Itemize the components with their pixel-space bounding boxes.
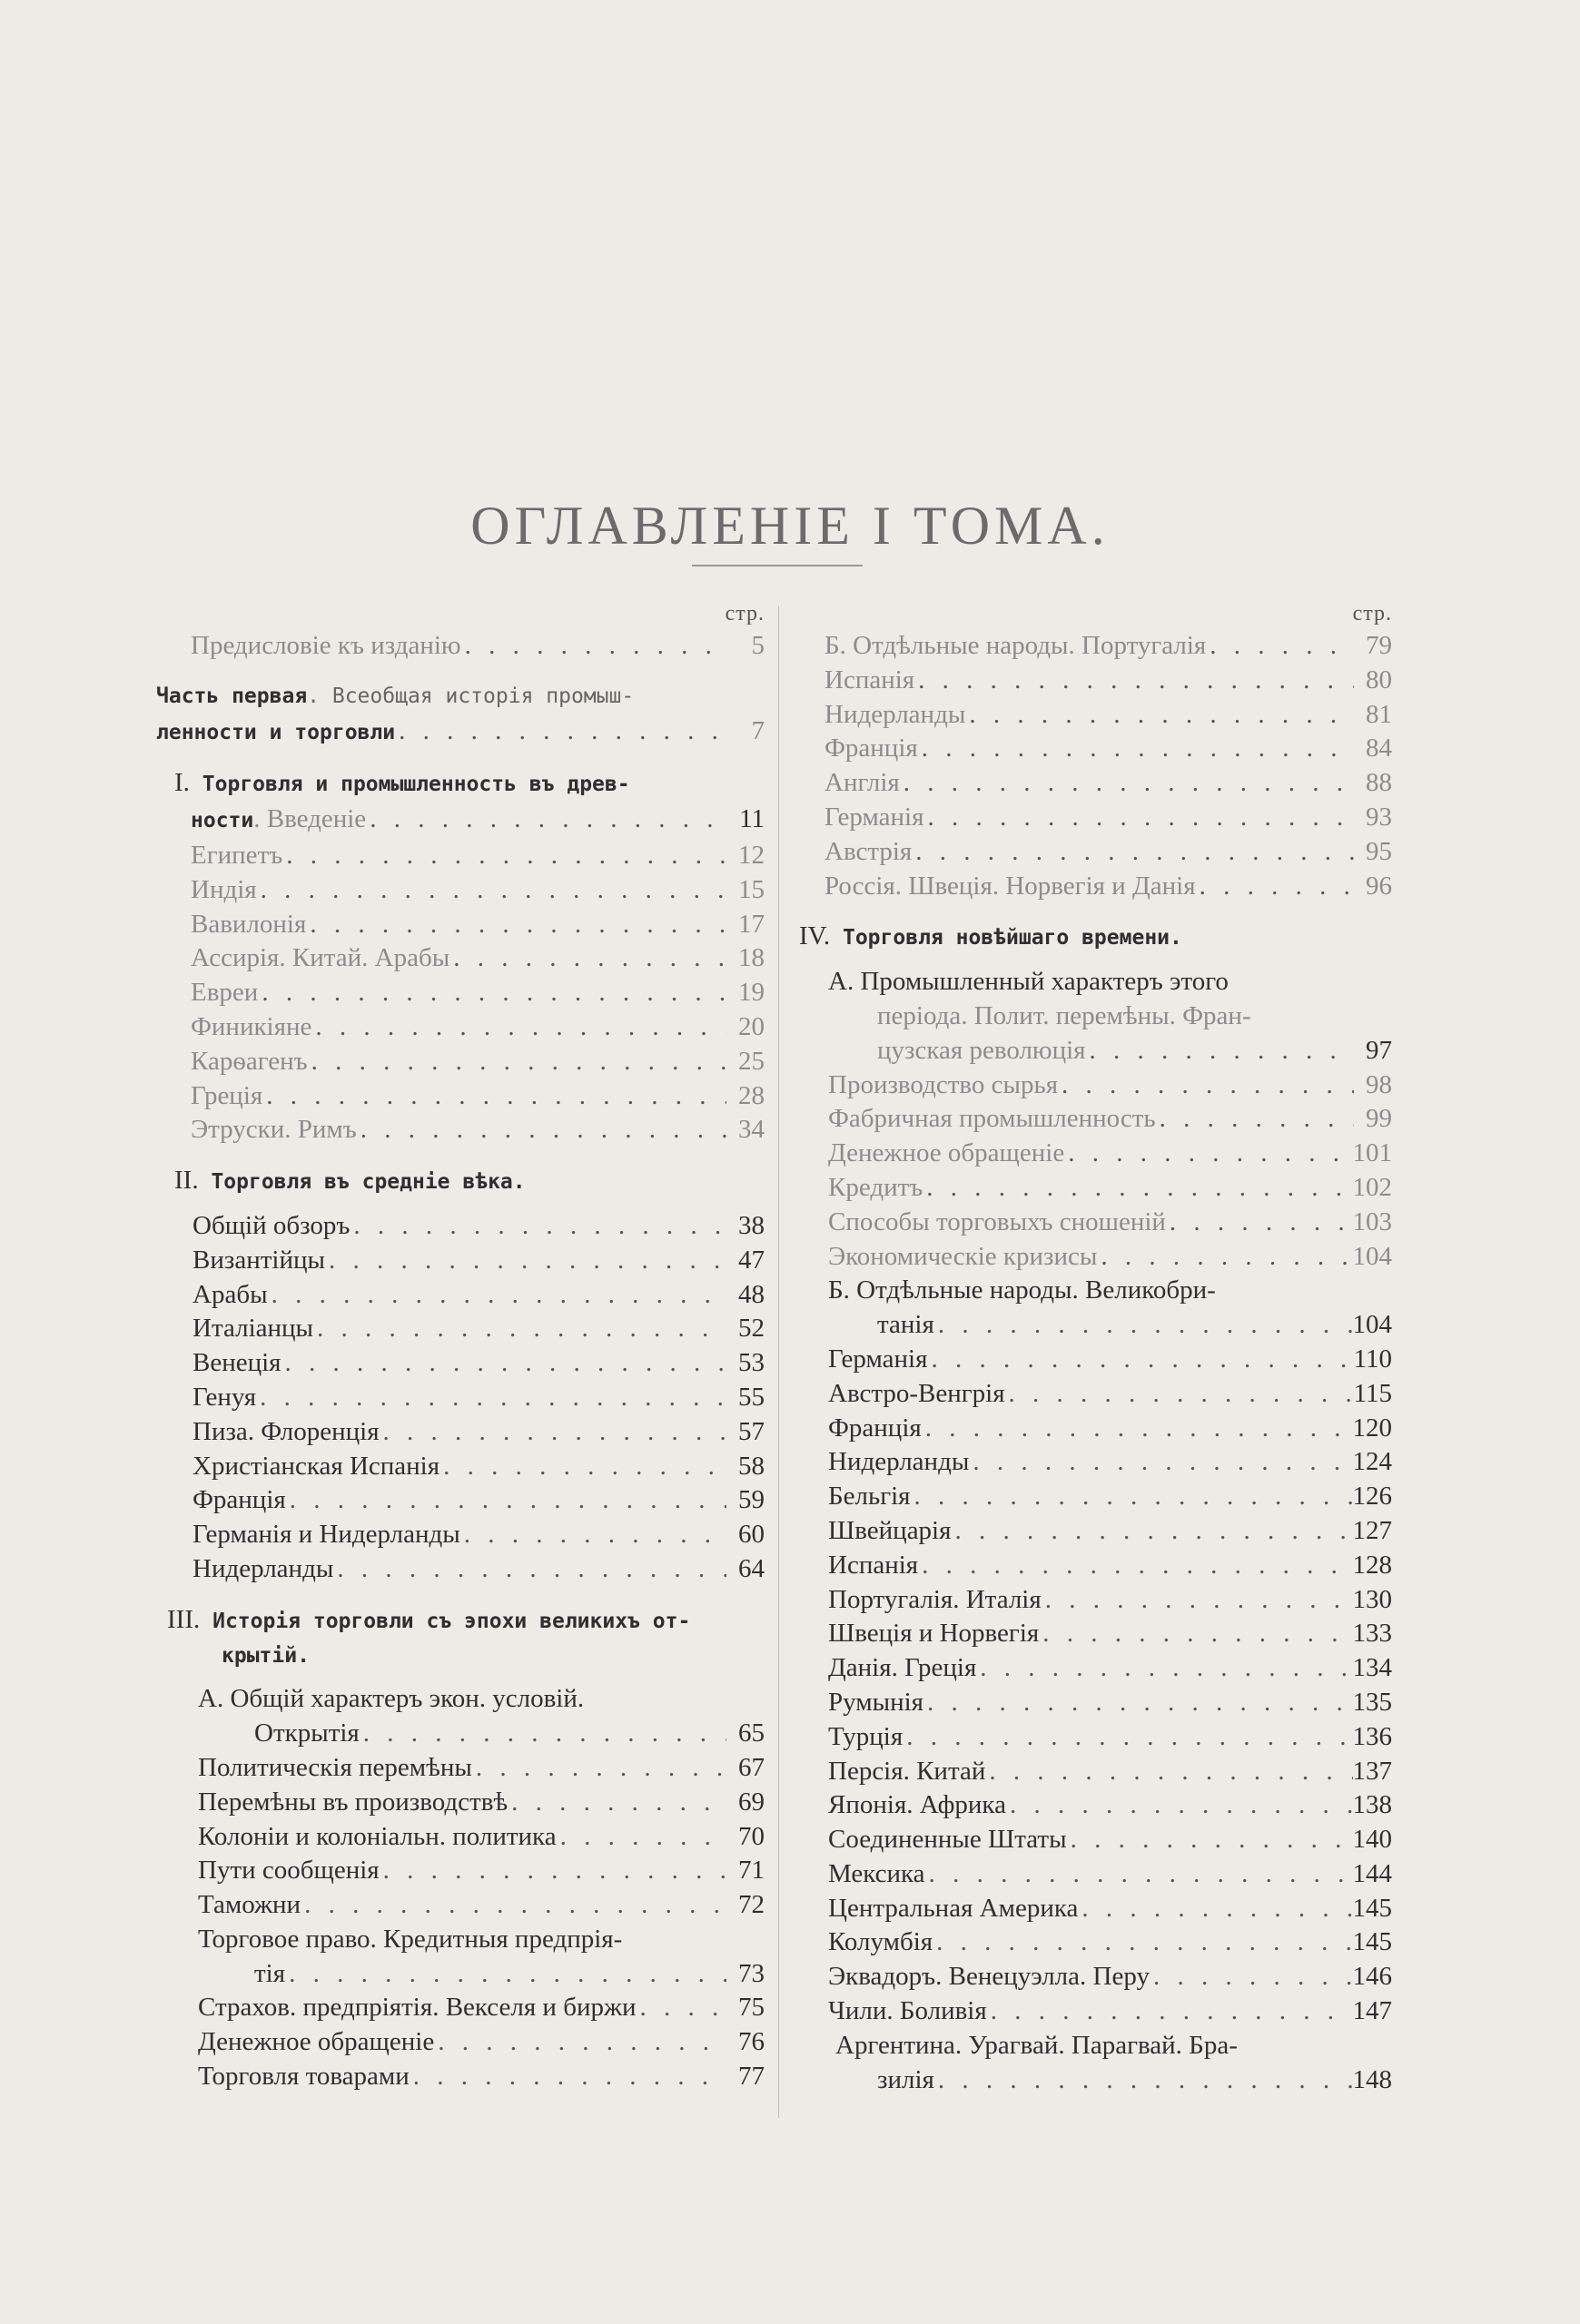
toc-entry (156, 1854, 765, 1888)
toc-entry-title: Германія (825, 802, 924, 832)
toc-entry (156, 1552, 765, 1587)
toc-entry-page: 130 (1352, 1584, 1392, 1614)
toc-entry-title: Евреи (191, 978, 259, 1008)
toc-entry-title: Этруски. Римъ (191, 1115, 357, 1145)
toc-entry-page: 144 (1352, 1858, 1392, 1888)
section-ii-heading: II. Торговля въ средніе вѣка. (174, 1166, 526, 1196)
part-one-heading-line2: ленности и торговли . . . 7 (156, 714, 765, 751)
toc-entry-page: 145 (1352, 1893, 1392, 1923)
toc-entry (799, 1994, 1392, 2029)
toc-entry (799, 1823, 1392, 1857)
toc-entry (799, 1480, 1392, 1514)
toc-entry-page: 53 (738, 1348, 765, 1378)
toc-entry (156, 1381, 765, 1415)
toc-entry-title: Колоніи и колоніальн. политика (198, 1821, 557, 1851)
toc-entry (799, 698, 1392, 733)
toc-entry-title: Пути сообщенія (198, 1856, 380, 1886)
section-i-heading: I. Торговля и промышленность въ древ- (174, 768, 630, 798)
section-ii-entries (156, 1209, 765, 1587)
toc-entry (156, 908, 765, 942)
toc-entry-page: 15 (738, 874, 765, 904)
toc-entry-page: 145 (1352, 1927, 1392, 1957)
toc-entry (799, 664, 1392, 698)
toc-entry (156, 1483, 765, 1518)
toc-entry (799, 1343, 1392, 1377)
right-column (799, 602, 1392, 2097)
toc-entry-page: 104 (1352, 1241, 1392, 1271)
toc-entry-title: Испанія (825, 665, 915, 694)
toc-entry-title: Генуя (193, 1382, 257, 1412)
section-iii-entries-2 (156, 1991, 765, 2093)
toc-entry-title: Вавилонія (191, 909, 307, 939)
toc-entry-title: Персія. Китай (828, 1756, 986, 1786)
toc-entry-title: Арабы (193, 1279, 268, 1309)
toc-entry-title: Экономическіе кризисы (828, 1241, 1098, 1271)
toc-entry-title: Россія. Швеція. Норвегія и Данія (825, 871, 1196, 901)
toc-entry-page: 128 (1352, 1550, 1392, 1580)
section-iii-heading-line2: крытій. (222, 1643, 310, 1668)
toc-entry (156, 1113, 765, 1147)
toc-entry (799, 1583, 1392, 1618)
toc-entry (799, 766, 1392, 801)
toc-entry-title: Англія (825, 768, 900, 798)
toc-entry-title: Индія (191, 874, 257, 904)
toc-entry-page: 52 (738, 1314, 765, 1344)
toc-entry-page: 126 (1352, 1482, 1392, 1512)
toc-entry (799, 1549, 1392, 1583)
toc-entry-page: 137 (1352, 1756, 1392, 1786)
toc-entry-title: Нидерланды (828, 1447, 970, 1477)
toc-entry-title: Центральная Америка (828, 1893, 1079, 1923)
toc-entry-title: Греція (191, 1080, 263, 1110)
toc-entry-title: Политическія перемѣны (198, 1752, 472, 1782)
toc-entry-title: Колумбія (828, 1927, 933, 1957)
toc-entry (156, 1244, 765, 1278)
toc-entry-page: 79 (1366, 631, 1392, 660)
toc-entry-title: Пиза. Флоренція (193, 1416, 380, 1446)
toc-entry-page: 55 (738, 1382, 765, 1412)
toc-entry-page: 110 (1353, 1344, 1392, 1374)
toc-entry-page: 48 (738, 1279, 765, 1309)
toc-entry-page: 134 (1352, 1653, 1392, 1683)
section-iii-a-line2: Открытія . . . 65 (156, 1717, 765, 1751)
toc-entry (799, 1651, 1392, 1686)
toc-entry (156, 941, 765, 976)
toc-entry (799, 1412, 1392, 1446)
section-iv-entries-2 (799, 1343, 1392, 2029)
toc-entry-page: 71 (738, 1856, 765, 1886)
toc-entry (799, 1137, 1392, 1171)
toc-entry-page: 64 (738, 1553, 765, 1583)
toc-entry (156, 1450, 765, 1484)
toc-entry-page: 95 (1366, 836, 1392, 866)
toc-entry (799, 1960, 1392, 1994)
toc-entry (799, 732, 1392, 766)
toc-entry-page: 136 (1352, 1721, 1392, 1751)
toc-entry-page: 102 (1352, 1172, 1392, 1202)
toc-entry-page: 34 (738, 1115, 765, 1145)
section-iv-heading: IV. Торговля новѣйшаго времени. (799, 921, 1182, 951)
toc-entry-page: 127 (1352, 1515, 1392, 1545)
toc-entry (799, 1892, 1392, 1926)
section-iv-a-line1: А. Промышленный характеръ этого (828, 967, 1229, 997)
toc-entry-title: Германія (828, 1344, 928, 1374)
toc-entry-page: 147 (1352, 1996, 1392, 2026)
toc-entry-title: Христіанская Испанія (193, 1451, 440, 1481)
section-iv-a-line2: періода. Полит. перемѣны. Фран- (877, 1000, 1251, 1030)
toc-entry-title: Германія и Нидерланды (193, 1520, 460, 1550)
toc-entry-page: 60 (738, 1520, 765, 1550)
toc-entry-page: 133 (1352, 1619, 1392, 1649)
toc-entry-page: 81 (1366, 699, 1392, 729)
toc-entry-page: 115 (1353, 1378, 1392, 1408)
toc-entry-title: Способы торговыхъ сношеній (828, 1206, 1166, 1236)
toc-entry-page: 140 (1352, 1825, 1392, 1855)
toc-entry-page: 103 (1352, 1206, 1392, 1236)
toc-entry (156, 1312, 765, 1346)
toc-entry-title: Швеція и Норвегія (828, 1619, 1040, 1649)
page-title: ОГЛАВЛЕНІЕ I ТОМА. (470, 496, 1110, 556)
toc-entry-page: 99 (1366, 1104, 1392, 1134)
toc-entry (156, 1079, 765, 1114)
toc-entry (156, 1346, 765, 1381)
toc-entry (156, 1045, 765, 1079)
toc-entry-page: 70 (738, 1821, 765, 1851)
page-column-label-right: стр. (1352, 602, 1392, 625)
toc-entry-page: 93 (1366, 802, 1392, 832)
toc-entry (799, 1720, 1392, 1755)
toc-entry-title: Кредитъ (828, 1172, 923, 1202)
toc-entry (799, 870, 1392, 904)
toc-entry-title: Испанія (828, 1550, 919, 1580)
toc-entry-page: 18 (738, 943, 765, 973)
section-iv-b-line1: Б. Отдѣльные народы. Великобри- (828, 1275, 1216, 1305)
column-divider (778, 606, 779, 2118)
toc-entry-page: 88 (1366, 768, 1392, 798)
toc-entry (799, 1102, 1392, 1137)
toc-entry-title: Египетъ (191, 840, 283, 870)
section-iv-last-line2: зилія . . . 148 (799, 2063, 1392, 2098)
toc-entry-page: 138 (1352, 1790, 1392, 1820)
toc-entry-title: Общій обзоръ (193, 1210, 351, 1240)
toc-entry-page: 96 (1366, 871, 1392, 901)
toc-entry-page: 98 (1366, 1069, 1392, 1099)
toc-entry (156, 1209, 765, 1244)
section-iii-a-line1: А. Общій характеръ экон. условій. (198, 1684, 585, 1714)
toc-entry-title: Денежное обращеніе (198, 2027, 435, 2057)
toc-entry-title: Таможни (198, 1890, 301, 1920)
toc-entry-title: Японія. Африка (828, 1790, 1006, 1820)
toc-entry (156, 1010, 765, 1045)
toc-entry-page: 101 (1352, 1138, 1392, 1168)
toc-entry-page: 84 (1366, 734, 1392, 763)
toc-entry-page: 25 (738, 1046, 765, 1076)
toc-entry (799, 1617, 1392, 1651)
toc-entry-page: 135 (1352, 1687, 1392, 1717)
toc-entry-page: 72 (738, 1890, 765, 1920)
toc-entry-title: Франція (193, 1485, 286, 1515)
toc-entry-title: Перемѣны въ производствѣ (198, 1787, 509, 1817)
toc-entry-title: Ассирія. Китай. Арабы (191, 943, 450, 973)
toc-entry-preface: Предисловіе къ изданію . . . 5 (156, 629, 765, 664)
toc-entry (799, 1240, 1392, 1275)
toc-entry-page: 57 (738, 1416, 765, 1446)
toc-entry-title: Австрія (825, 836, 913, 866)
section-iv-entries (799, 1068, 1392, 1275)
toc-entry (799, 1686, 1392, 1720)
toc-entry-title: Соединенные Штаты (828, 1825, 1067, 1855)
toc-entry (156, 1415, 765, 1450)
toc-entry (799, 1377, 1392, 1412)
toc-entry (156, 1888, 765, 1923)
toc-entry-title: Данія. Греція (828, 1653, 977, 1683)
toc-entry-title: Мексика (828, 1858, 925, 1888)
toc-entry-title: Фабричная промышленность (828, 1104, 1156, 1134)
toc-entry (799, 1788, 1392, 1823)
section-iii-entries (156, 1751, 765, 1923)
section-iii-b-entries (799, 629, 1392, 903)
toc-entry-title: Турція (828, 1721, 904, 1751)
toc-entry-page: 28 (738, 1080, 765, 1110)
page-column-label: стр. (725, 602, 765, 625)
toc-entry (156, 1991, 765, 2025)
toc-entry-title: Б. Отдѣльные народы. Португалія (825, 631, 1207, 660)
toc-entry (156, 2060, 765, 2094)
section-i-heading-line2: ности. Введеніе . . . 11 (156, 803, 765, 839)
toc-entry (156, 873, 765, 908)
toc-entry (156, 1751, 765, 1786)
toc-entry-title: Денежное обращеніе (828, 1138, 1065, 1168)
toc-entry-title: Австро-Венгрія (828, 1378, 1005, 1408)
toc-entry-page: 59 (738, 1485, 765, 1515)
toc-entry (156, 1278, 765, 1313)
toc-entry-title: Карѳагенъ (191, 1046, 308, 1076)
section-iv-b-line2: танія . . . 104 (799, 1308, 1392, 1343)
toc-entry-title: Швейцарія (828, 1515, 952, 1545)
toc-entry-page: 67 (738, 1752, 765, 1782)
toc-entry (156, 2025, 765, 2060)
toc-entry-page: 146 (1352, 1962, 1392, 1992)
toc-entry-title: Финикіяне (191, 1011, 312, 1041)
toc-entry (799, 1171, 1392, 1206)
section-iii-heading: III. Исторія торговли съ эпохи великихъ от- (167, 1604, 691, 1634)
toc-entry-title: Франція (825, 734, 918, 763)
toc-entry (156, 1786, 765, 1820)
section-i-entries (156, 839, 765, 1147)
toc-entry-page: 75 (738, 1993, 765, 2023)
section-iii-law-line1: Торговое право. Кредитныя предпрія- (198, 1924, 623, 1954)
toc-entry-title: Страхов. предпріятія. Векселя и биржи (198, 1993, 637, 2023)
toc-entry-page: 38 (738, 1210, 765, 1240)
toc-entry (799, 1857, 1392, 1892)
toc-entry-page: 76 (738, 2027, 765, 2057)
part-one-heading: Часть первая. Всеобщая исторія промыш- (156, 684, 635, 708)
toc-entry-title: Бельгія (828, 1482, 911, 1512)
toc-entry (799, 835, 1392, 870)
toc-entry-title: Румынія (828, 1687, 923, 1717)
toc-entry (799, 1755, 1392, 1789)
toc-entry-title: Италіанцы (193, 1314, 314, 1344)
toc-entry-page: 124 (1352, 1447, 1392, 1477)
toc-entry-title: Византійцы (193, 1245, 325, 1275)
section-iii-law-line2: тія . . . 73 (156, 1957, 765, 1992)
toc-entry (799, 1514, 1392, 1549)
toc-entry (799, 1206, 1392, 1240)
toc-entry-title: Торговля товарами (198, 2062, 410, 2092)
left-column (156, 602, 765, 2094)
section-iv-a-line3: цузская революція . . . 97 (799, 1034, 1392, 1068)
toc-entry-title: Чили. Боливія (828, 1996, 987, 2026)
section-iv-last-line1: Аргентина. Урагвай. Парагвай. Бра- (835, 2030, 1238, 2060)
toc-entry-title: Нидерланды (825, 699, 966, 729)
toc-entry-page: 20 (738, 1011, 765, 1041)
toc-entry (799, 629, 1392, 664)
toc-entry-title: Производство сырья (828, 1069, 1059, 1099)
toc-entry-title: Франція (828, 1413, 922, 1443)
toc-entry-title: Португалія. Италія (828, 1584, 1042, 1614)
toc-entry-page: 80 (1366, 665, 1392, 694)
toc-entry-page: 120 (1352, 1413, 1392, 1443)
toc-entry-page: 58 (738, 1451, 765, 1481)
toc-entry-page: 77 (738, 2062, 765, 2092)
toc-entry (156, 1518, 765, 1552)
toc-entry (799, 1925, 1392, 1960)
toc-entry (799, 801, 1392, 835)
toc-entry-title: Нидерланды (193, 1553, 334, 1583)
toc-entry (156, 976, 765, 1010)
toc-entry (799, 1445, 1392, 1480)
toc-entry (156, 1820, 765, 1855)
toc-entry-page: 69 (738, 1787, 765, 1817)
toc-entry (156, 839, 765, 873)
toc-entry-title: Эквадоръ. Венецуэлла. Перу (828, 1962, 1150, 1992)
toc-entry-page: 19 (738, 978, 765, 1008)
toc-entry (799, 1068, 1392, 1103)
title-rule (692, 565, 863, 566)
toc-entry-page: 12 (738, 840, 765, 870)
toc-entry-page: 17 (738, 909, 765, 939)
toc-entry-page: 47 (738, 1245, 765, 1275)
toc-entry-title: Венеція (193, 1348, 281, 1378)
